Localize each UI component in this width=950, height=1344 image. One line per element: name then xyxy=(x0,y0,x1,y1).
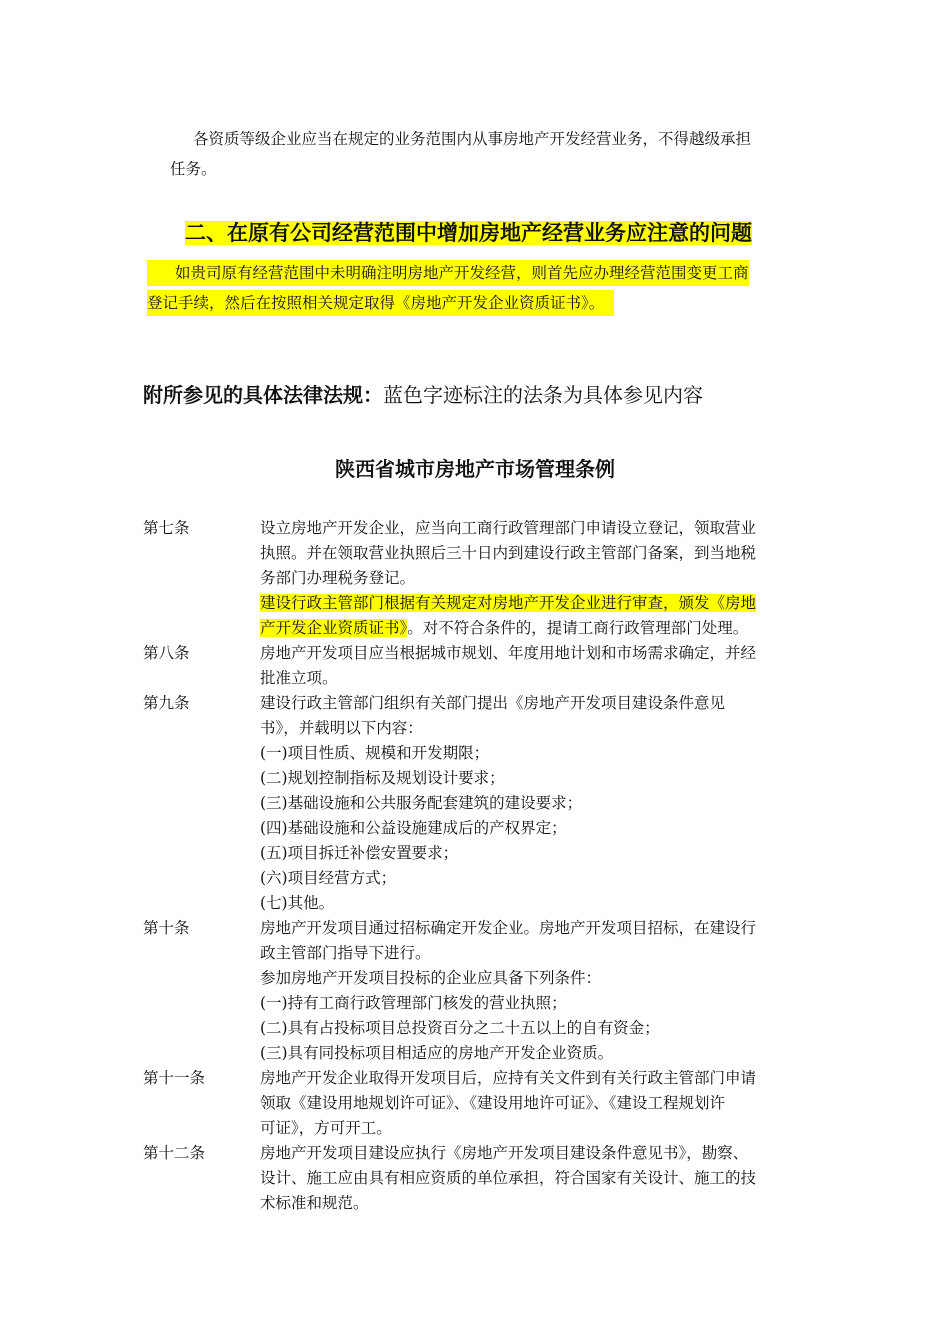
list-item: (四)基础设施和公益设施建成后的产权界定； xyxy=(260,819,567,837)
article-number: 第九条 xyxy=(143,694,190,712)
section-paragraph xyxy=(147,260,817,316)
section-paragraph-line1: 如贵司原有经营范围中未明确注明房地产开发经营，则首先应办理经营范围变更工商 xyxy=(147,260,749,286)
list-item: (五)项目拆迁补偿安置要求； xyxy=(260,844,459,862)
article-8 xyxy=(143,641,813,691)
article-text-line: 建设行政主管部门组织有关部门提出《房地产开发项目建设条件意见 xyxy=(260,694,726,712)
list-item: (六)项目经营方式； xyxy=(260,869,397,887)
article-text-line: 设立房地产开发企业，应当向工商行政管理部门申请设立登记，领取营业 xyxy=(260,519,757,537)
list-item: (一)项目性质、规模和开发期限； xyxy=(260,744,490,762)
article-text-line: 书》，并载明以下内容： xyxy=(260,719,423,737)
reference-note-label: 附所参见的具体法律法规： xyxy=(143,383,383,407)
article-highlight-line xyxy=(260,591,813,616)
list-item: (三)基础设施和公共服务配套建筑的建设要求； xyxy=(260,794,583,812)
article-number: 第十一条 xyxy=(143,1069,206,1087)
highlighted-text: 建设行政主管部门根据有关规定对房地产开发企业进行审查，颁发《房地 xyxy=(260,594,757,612)
article-9 xyxy=(143,691,813,916)
article-12 xyxy=(143,1141,813,1216)
list-item: (七)其他。 xyxy=(260,894,335,912)
article-text-line: 术标准和规范。 xyxy=(260,1194,369,1212)
article-text-line: 设计、施工应由具有相应资质的单位承担，符合国家有关设计、施工的技 xyxy=(260,1169,757,1187)
highlighted-text: 产开发企业资质证书》 xyxy=(260,619,408,637)
intro-paragraph-line2: 任务。 xyxy=(170,160,217,178)
article-text-line: 务部门办理税务登记。 xyxy=(260,569,416,587)
article-11 xyxy=(143,1066,813,1141)
article-text-line: 房地产开发项目建设应执行《房地产开发项目建设条件意见书》，勘察、 xyxy=(260,1144,749,1162)
section-paragraph-line2: 登记手续，然后在按照相关规定取得《房地产开发企业资质证书》。 xyxy=(147,290,614,316)
list-item: (三)具有同投标项目相适应的房地产开发企业资质。 xyxy=(260,1044,614,1062)
article-text-line: 房地产开发项目通过招标确定开发企业。房地产开发项目招标，在建设行 xyxy=(260,919,757,937)
article-number: 第七条 xyxy=(143,519,190,537)
article-text-line: 政主管部门指导下进行。 xyxy=(260,944,431,962)
article-text-line: 执照。并在领取营业执照后三十日内到建设行政主管部门备案，到当地税 xyxy=(260,544,757,562)
section-heading-text: 二、在原有公司经营范围中增加房地产经营业务应注意的问题 xyxy=(185,221,752,245)
article-text-line: 批准立项。 xyxy=(260,669,338,687)
article-7 xyxy=(143,516,813,641)
list-item: (一)持有工商行政管理部门核发的营业执照； xyxy=(260,994,567,1012)
article-text-line xyxy=(260,616,813,641)
article-number: 第十条 xyxy=(143,919,190,937)
article-text-line: 参加房地产开发项目投标的企业应具备下列条件： xyxy=(260,969,602,987)
article-text-tail: 。对不符合条件的，提请工商行政管理部门处理。 xyxy=(407,619,749,637)
article-number: 第八条 xyxy=(143,644,190,662)
reference-note-text: 蓝色字迹标注的法条为具体参见内容 xyxy=(383,383,703,407)
article-text-line: 可证》，方可开工。 xyxy=(260,1119,392,1137)
article-10 xyxy=(143,916,813,1066)
document-title: 陕西省城市房地产市场管理条例 xyxy=(335,457,615,481)
article-text-line: 领取《建设用地规划许可证》、《建设用地许可证》、《建设工程规划许 xyxy=(260,1094,726,1112)
section-heading xyxy=(185,218,752,248)
article-number: 第十二条 xyxy=(143,1144,206,1162)
intro-paragraph-line1: 各资质等级企业应当在规定的业务范围内从事房地产开发经营业务，不得越级承担 xyxy=(193,130,752,148)
article-text-line: 房地产开发企业取得开发项目后，应持有关文件到有关行政主管部门申请 xyxy=(260,1069,757,1087)
article-text-line: 房地产开发项目应当根据城市规划、年度用地计划和市场需求确定，并经 xyxy=(260,644,757,662)
reference-note xyxy=(143,380,703,410)
list-item: (二)具有占投标项目总投资百分之二十五以上的自有资金； xyxy=(260,1019,660,1037)
list-item: (二)规划控制指标及规划设计要求； xyxy=(260,769,505,787)
